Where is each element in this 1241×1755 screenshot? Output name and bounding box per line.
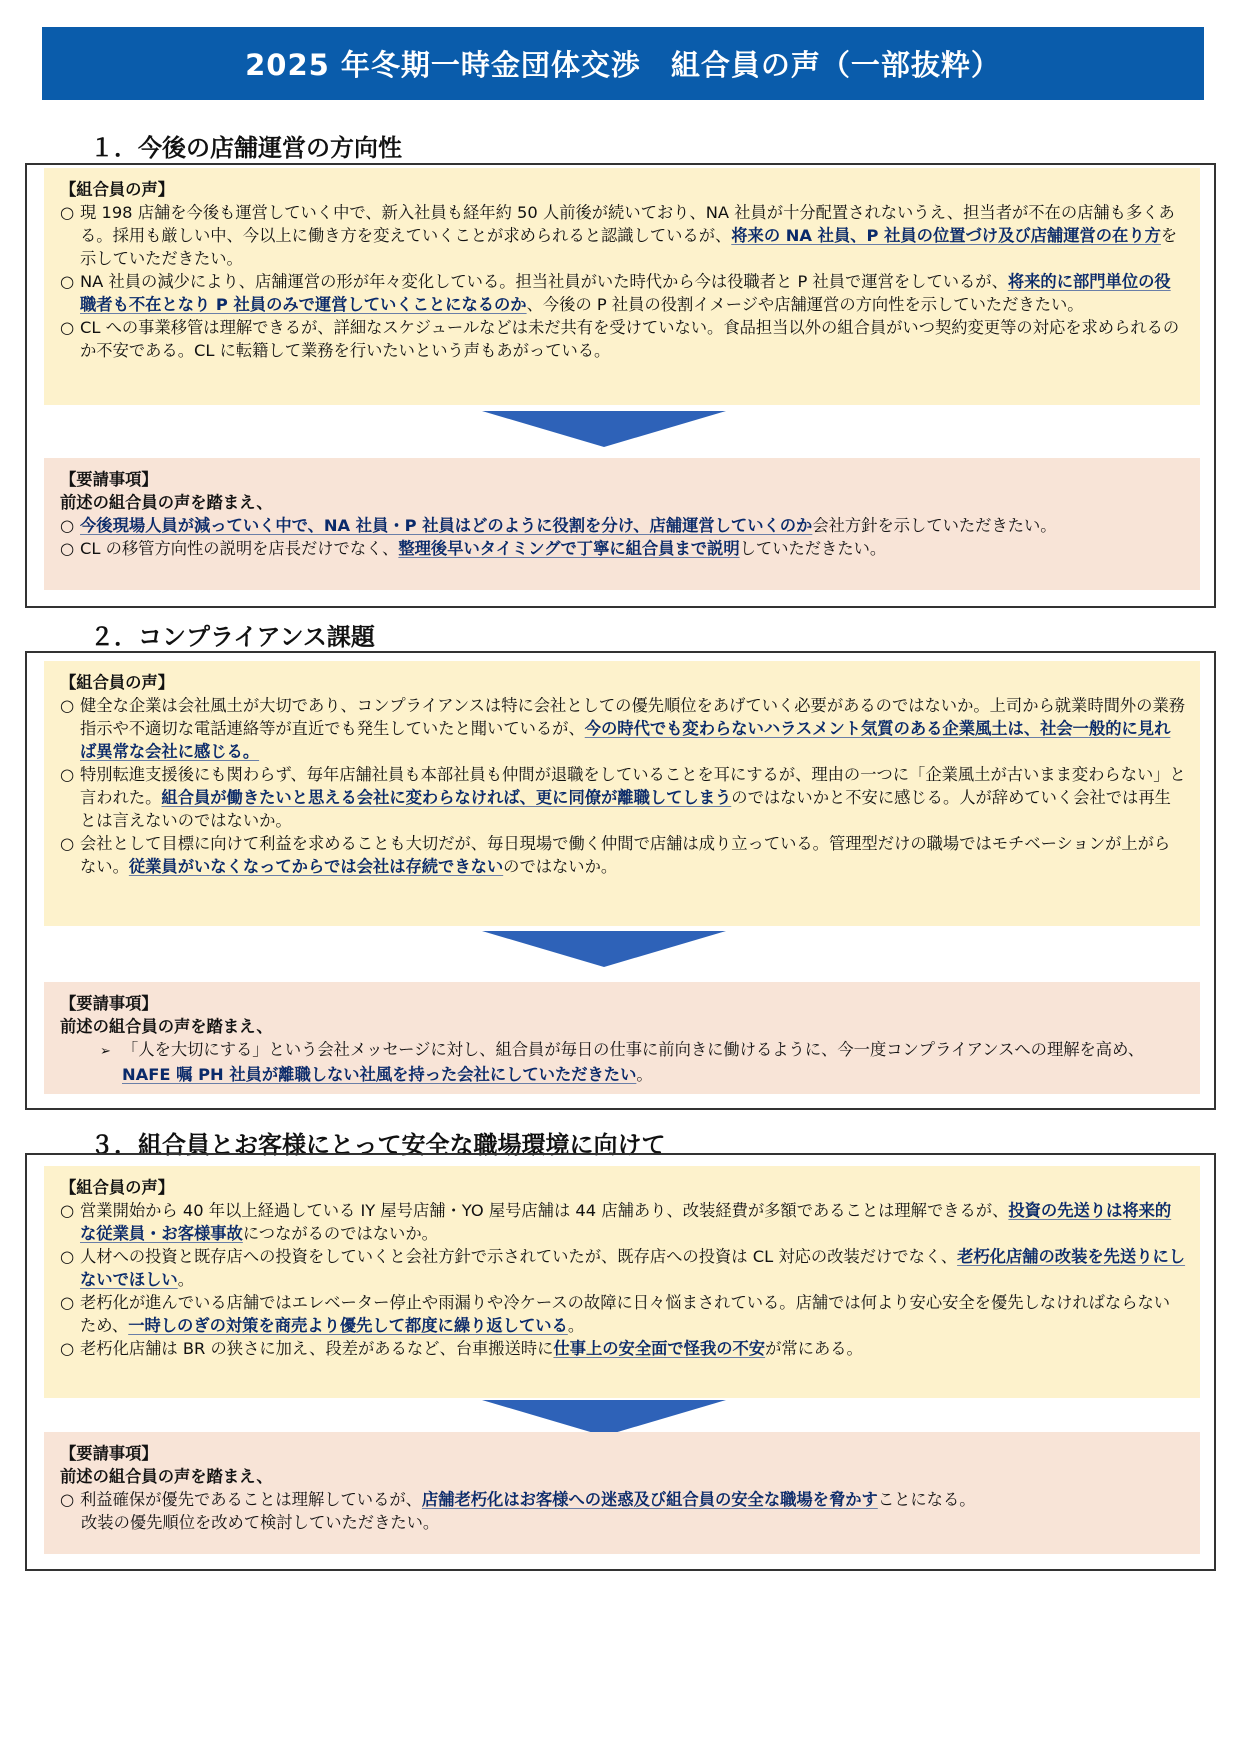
request-tail-text: 改装の優先順位を改めて検討していただきたい。 <box>81 1513 440 1532</box>
item-highlight: NAFE 嘱 PH 社員が離職しない社風を持った会社にしていただきたい <box>122 1065 637 1084</box>
item-text: NA 社員の減少により、店舗運営の形が年々変化している。担当社員がいた時代から今は役職者と P 社員で運営をしているが、 <box>80 272 1008 291</box>
item-text-tail: のではないかと不安に感じる。人が辞めていく会社では再生とは言えないのではないか。 <box>80 788 1171 830</box>
voice-list <box>60 694 1186 878</box>
request-heading: 【要請事項】 <box>60 994 158 1013</box>
request-list <box>60 514 1186 560</box>
voice-item <box>60 1291 1186 1337</box>
member-voice-panel <box>44 1166 1200 1398</box>
circle-bullet-icon: ○ <box>60 1247 75 1266</box>
item-highlight: 仕事上の安全面で怪我の不安 <box>553 1339 766 1358</box>
item-highlight: 将来的に部門単位の役職者も不在となり P 社員のみで運営していくことになるのか <box>80 272 1171 314</box>
circle-bullet-icon: ○ <box>60 696 75 715</box>
circle-bullet-icon: ○ <box>60 203 75 222</box>
circle-bullet-icon: ○ <box>60 539 75 558</box>
request-lead: 前述の組合員の声を踏まえ、 <box>60 1017 273 1036</box>
voice-list <box>60 1199 1186 1360</box>
voice-list <box>60 201 1186 362</box>
request-list <box>60 1038 1186 1086</box>
item-highlight: 投資の先送りは将来的な従業員・お客様事故 <box>80 1201 1172 1243</box>
request-lead: 前述の組合員の声を踏まえ、 <box>60 1467 273 1486</box>
voice-item <box>60 316 1186 362</box>
request-panel <box>44 458 1200 590</box>
circle-bullet-icon: ○ <box>60 1201 75 1220</box>
circle-bullet-icon: ○ <box>60 272 75 291</box>
request-panel <box>44 1432 1200 1554</box>
voice-item <box>60 763 1186 832</box>
item-text-tail: していただきたい。 <box>739 539 887 558</box>
item-text: 人材への投資と既存店への投資をしていくと会社方針で示されていたが、既存店への投資は CL 対応の改装だけでなく、 <box>80 1247 958 1266</box>
item-highlight: 老朽化店舗の改装を先送りにしないでほしい <box>80 1247 1186 1289</box>
item-text-tail: を示していただきたい。 <box>80 226 1178 268</box>
item-text-tail: につながるのではないか。 <box>242 1224 438 1243</box>
circle-bullet-icon: ○ <box>60 516 75 535</box>
item-highlight: 今後現場人員が減っていく中で、NA 社員・P 社員はどのように役割を分け、店舗運営していくのか <box>80 516 813 535</box>
request-heading: 【要請事項】 <box>60 1444 158 1463</box>
section-frame-3 <box>25 1153 1216 1571</box>
section-title-1: １．今後の店舗運営の方向性 <box>90 134 402 162</box>
item-text: 健全な企業は会社風土が大切であり、コンプライアンスは特に会社としての優先順位をあげていく必要があるのではないか。上司から就業時間外の業務指示や不適切な電話連絡等が直近でも発生していたと聞いているが、 <box>80 696 1186 738</box>
voice-item <box>60 270 1186 316</box>
request-lead: 前述の組合員の声を踏まえ、 <box>60 493 273 512</box>
voice-item <box>60 201 1186 270</box>
item-text: 特別転進支援後にも関わらず、毎年店舗社員も本部社員も仲間が退職をしていることを耳にするが、理由の一つに「企業風土が古いまま変わらない」と言われた。 <box>80 765 1186 807</box>
voice-item <box>60 694 1186 763</box>
circle-bullet-icon: ○ <box>60 1490 75 1509</box>
section-frame-1 <box>25 163 1216 608</box>
request-item <box>60 514 1186 537</box>
item-text-tail: ことになる。 <box>877 1490 976 1509</box>
circle-bullet-icon: ○ <box>60 318 75 337</box>
item-text: 老朽化が進んでいる店舗ではエレベーター停止や雨漏りや冷ケースの故障に日々悩まされている。店舗では何より安心安全を優先しなければならないため、 <box>80 1293 1171 1335</box>
item-text: 営業開始から 40 年以上経過している IY 屋号店舗・YO 屋号店舗は 44 店舗あり、改装経費が多額であることは理解できるが、 <box>80 1201 1009 1220</box>
member-voice-panel <box>44 661 1200 926</box>
voice-heading: 【組合員の声】 <box>60 673 174 692</box>
down-chevron-arrow <box>482 931 726 967</box>
voice-item <box>60 1245 1186 1291</box>
page-banner-title: 2025 年冬期一時金団体交渉 組合員の声（一部抜粋） <box>42 27 1204 100</box>
item-highlight: 組合員が働きたいと思える会社に変わらなければ、更に同僚が離職してしまう <box>161 788 732 807</box>
voice-item <box>60 1337 1186 1360</box>
item-text: 利益確保が優先であることは理解しているが、 <box>80 1490 422 1509</box>
item-text: 老朽化店舗は BR の狭さに加え、段差があるなど、台車搬送時に <box>80 1339 554 1358</box>
request-heading: 【要請事項】 <box>60 470 158 489</box>
item-highlight: 従業員がいなくなってからでは会社は存続できない <box>128 857 504 876</box>
item-highlight: 整理後早いタイミングで丁寧に組合員まで説明 <box>398 539 740 558</box>
item-text: 「人を大切にする」という会社メッセージに対し、組合員が毎日の仕事に前向きに働けるように、今一度コンプライアンスへの理解を高め、 <box>122 1040 1144 1059</box>
request-panel <box>44 982 1200 1094</box>
request-item <box>60 1488 1186 1511</box>
request-item <box>60 1038 1186 1086</box>
member-voice-panel <box>44 168 1200 405</box>
circle-bullet-icon: ○ <box>60 834 75 853</box>
item-text: 現 198 店舗を今後も運営していく中で、新入社員も経年約 50 人前後が続いており、NA 社員が十分配置されないうえ、担当者が不在の店舗も多くある。採用も厳しい中、今以上に働き方を変えていくことが求められると認識しているが、 <box>80 203 1175 245</box>
section-frame-2 <box>25 651 1216 1110</box>
item-highlight: 店舗老朽化はお客様への迷惑及び組合員の安全な職場を脅かす <box>421 1490 878 1509</box>
voice-item <box>60 1199 1186 1245</box>
item-highlight: 一時しのぎの対策を商売より優先して都度に繰り返している <box>128 1316 568 1335</box>
item-text-tail: 。 <box>636 1065 653 1084</box>
item-text-tail: が常にある。 <box>765 1339 863 1358</box>
section-title-3: ３．組合員とお客様にとって安全な職場環境に向けて <box>90 1131 666 1159</box>
item-highlight: 将来の NA 社員、P 社員の位置づけ及び店舗運営の在り方 <box>731 226 1161 245</box>
item-text-tail: 会社方針を示していただきたい。 <box>812 516 1057 535</box>
voice-heading: 【組合員の声】 <box>60 180 174 199</box>
down-chevron-arrow <box>482 411 726 447</box>
voice-heading: 【組合員の声】 <box>60 1178 174 1197</box>
arrow-bullet-icon: ➢ <box>100 1044 111 1059</box>
voice-item <box>60 832 1186 878</box>
down-chevron-arrow <box>482 1400 726 1436</box>
request-list <box>60 1488 1186 1511</box>
item-text: 会社として目標に向けて利益を求めることも大切だが、毎日現場で働く仲間で店舗は成り立っている。管理型だけの職場ではモチベーションが上がらない。 <box>80 834 1171 876</box>
request-item <box>60 537 1186 560</box>
item-text-tail: 。 <box>567 1316 585 1335</box>
circle-bullet-icon: ○ <box>60 1339 75 1358</box>
item-text: CL への事業移管は理解できるが、詳細なスケジュールなどは未だ共有を受けていない。食品担当以外の組合員がいつ契約変更等の対応を求められるのか不安である。CL に転籍して業務を行いたいという声もあがっている。 <box>80 318 1180 360</box>
section-title-2: ２．コンプライアンス課題 <box>90 623 375 651</box>
circle-bullet-icon: ○ <box>60 765 75 784</box>
circle-bullet-icon: ○ <box>60 1293 75 1312</box>
item-text-tail: のではないか。 <box>503 857 618 876</box>
item-text-tail: 。 <box>177 1270 194 1289</box>
item-text-tail: 、今後の P 社員の役割イメージや店舗運営の方向性を示していただきたい。 <box>526 295 1084 314</box>
item-text: CL の移管方向性の説明を店長だけでなく、 <box>80 539 399 558</box>
item-highlight: 今の時代でも変わらないハラスメント気質のある企業風土は、社会一般的に見れば異常な会社に感じる。 <box>80 719 1171 761</box>
